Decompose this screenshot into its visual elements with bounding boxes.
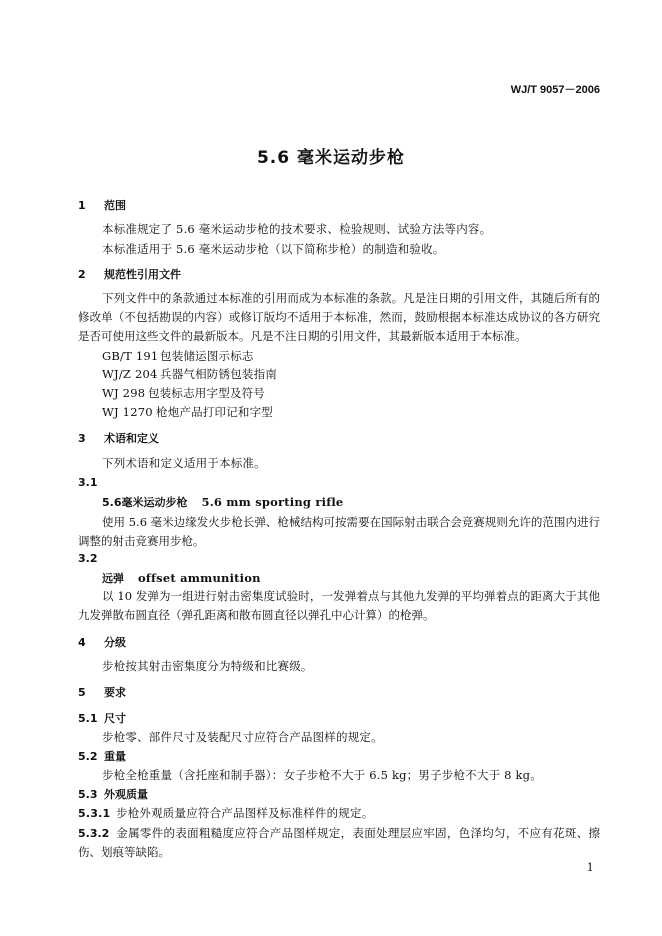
- section-number: 5: [78, 686, 86, 699]
- subsection-title: 外观质量: [104, 788, 148, 801]
- section-5-heading: [78, 684, 126, 700]
- term-english: 5.6 mm sporting rifle: [201, 495, 344, 509]
- paragraph: 下列术语和定义适用于本标准。: [102, 456, 266, 470]
- subsection-title: 重量: [104, 750, 126, 763]
- page-title: 5.6 毫米运动步枪: [256, 148, 406, 168]
- paragraph: 步枪按其射击密集度分为特级和比赛级。: [102, 659, 313, 673]
- paragraph: 本标准规定了 5.6 毫米运动步枪的技术要求、检验规则、试验方法等内容。: [102, 222, 492, 236]
- clause-text: 步枪外观质量应符合产品图样及标准样件的规定。: [116, 806, 374, 820]
- subsection-heading: [78, 748, 126, 764]
- subsection-heading: [78, 710, 126, 726]
- term-chinese: 5.6毫米运动步枪: [102, 496, 188, 509]
- clause: [78, 805, 373, 821]
- section-2-heading: [78, 266, 181, 282]
- section-title: 规范性引用文件: [104, 268, 181, 281]
- section-title: 要求: [104, 686, 126, 699]
- section-4-heading: [78, 634, 126, 650]
- reference-name: 包装储运图示标志: [160, 349, 254, 363]
- section-number: 1: [78, 199, 86, 212]
- subsection-number: 5.3: [78, 788, 98, 801]
- reference-name: 枪炮产品打印记和字型: [156, 405, 273, 419]
- reference-item: [102, 366, 277, 382]
- term-english: offset ammunition: [138, 571, 261, 585]
- term-chinese: 远弹: [102, 572, 124, 585]
- section-3-heading: [78, 430, 159, 446]
- section-title: 术语和定义: [104, 432, 159, 445]
- clause: [78, 824, 600, 862]
- term-number: 3.2: [78, 552, 98, 565]
- reference-code: GB/T 191: [102, 349, 159, 363]
- standard-number: WJ/T 9057－2006: [510, 84, 600, 96]
- section-1-heading: [78, 197, 126, 213]
- term-definition: 以 10 发弹为一组进行射击密集度试验时，一发弹着点与其他九发弹的平均弹着点的距离大于其他九发弹散布圆直径（弹孔距离和散布圆直径以弹孔中心计算）的枪弹。: [78, 589, 600, 622]
- paragraph: 步枪全枪重量（含托座和制手器）：女子步枪不大于 6.5 kg；男子步枪不大于 8 kg。: [102, 768, 542, 782]
- reference-name: 包装标志用字型及符号: [148, 386, 265, 400]
- paragraph: 下列文件中的条款通过本标准的引用而成为本标准的条款。凡是注日期的引用文件，其随后所有的修改单（不包括勘误的内容）或修订版均不适用于本标准，然而，鼓励根据本标准达成协议的各方研究是否可使用这些文件的最新版本。凡是不注日期的引用文件，其最新版本适用于本标准。: [78, 291, 600, 343]
- subsection-heading: [78, 786, 148, 802]
- subsection-number: 5.2: [78, 750, 98, 763]
- reference-item: [102, 385, 265, 401]
- section-number: 4: [78, 636, 86, 649]
- term-number: 3.1: [78, 476, 98, 489]
- page-number: 1: [586, 861, 594, 874]
- reference-name: 兵器气相防锈包装指南: [160, 367, 277, 381]
- reference-item: [102, 348, 254, 364]
- clause-text: 金属零件的表面粗糙度应符合产品图样规定，表面处理层应牢固，色泽均匀，不应有花斑、擦伤、划痕等缺陷。: [78, 826, 600, 859]
- section-title: 范围: [104, 199, 126, 212]
- term-heading: [102, 570, 261, 586]
- paragraph: 步枪零、部件尺寸及装配尺寸应符合产品图样的规定。: [102, 730, 383, 744]
- subsection-number: 5.1: [78, 712, 98, 725]
- clause-number: 5.3.1: [78, 807, 111, 820]
- section-number: 2: [78, 268, 86, 281]
- clause-number: 5.3.2: [78, 827, 110, 840]
- reference-code: WJ 1270: [102, 405, 153, 419]
- reference-item: [102, 404, 273, 420]
- section-title: 分级: [104, 636, 126, 649]
- term-heading: [102, 494, 343, 510]
- reference-code: WJ/Z 204: [102, 367, 158, 381]
- paragraph: 本标准适用于 5.6 毫米运动步枪（以下简称步枪）的制造和验收。: [102, 242, 445, 256]
- subsection-title: 尺寸: [104, 712, 126, 725]
- reference-code: WJ 298: [102, 386, 146, 400]
- section-number: 3: [78, 432, 86, 445]
- term-definition: 使用 5.6 毫米边缘发火步枪长弹、枪械结构可按需要在国际射击联合会竞赛规则允许的范围内进行调整的射击竞赛用步枪。: [78, 515, 600, 548]
